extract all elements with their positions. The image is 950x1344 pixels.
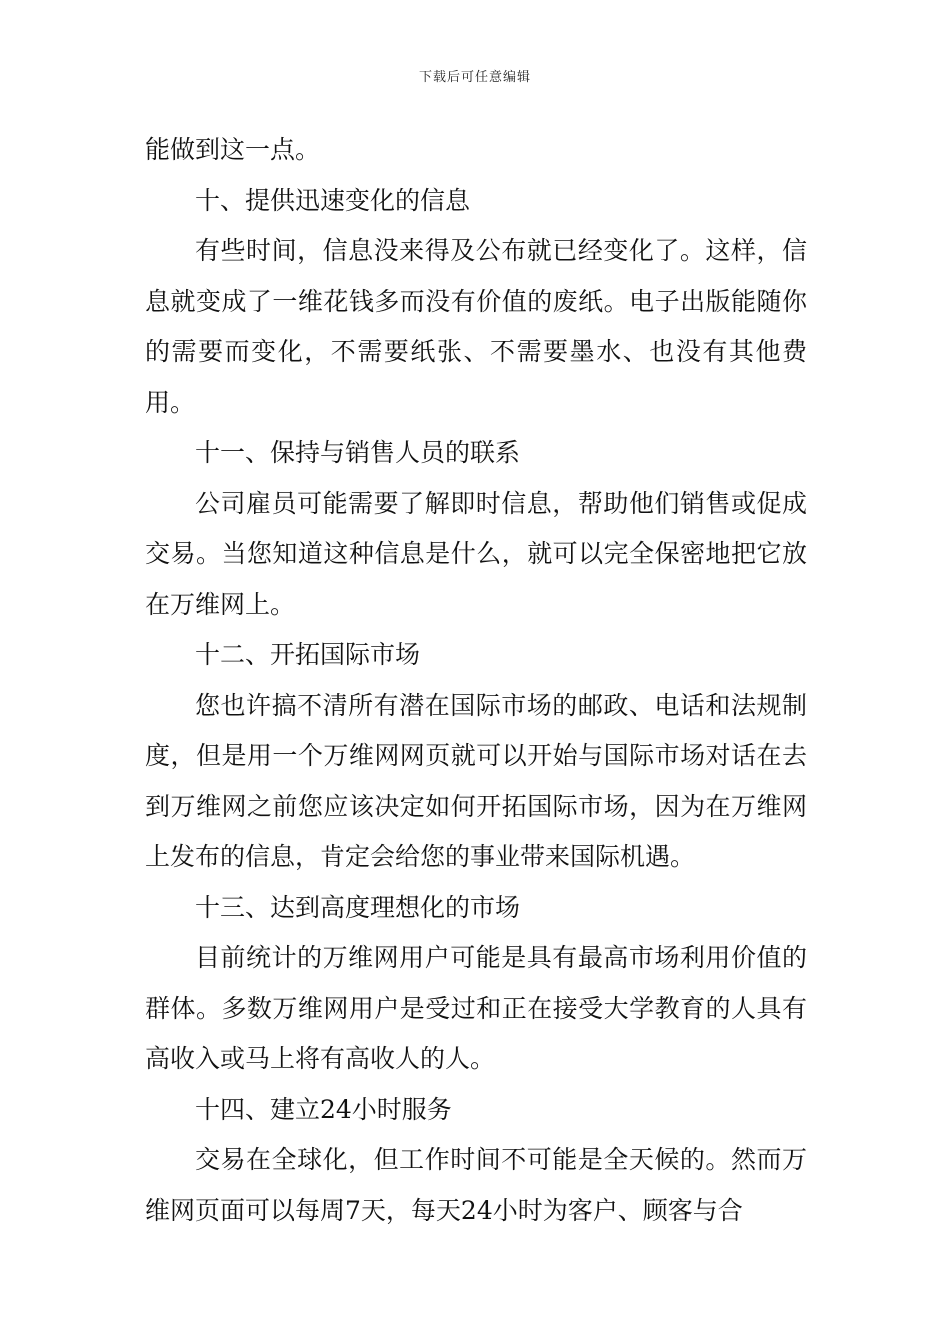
- document-body: [145, 125, 807, 1236]
- section-heading-10: 十、提供迅速变化的信息: [195, 185, 471, 215]
- paragraph-ideal-market: 目前统计的万维网用户可能是具有最高市场利用价值的群体。多数万维网用户是受过和正在接受大学教育的人具有高收入或马上将有高收人的人。: [145, 943, 807, 1073]
- section-heading-14: 十四、建立24小时服务: [195, 1094, 452, 1124]
- section-heading-13: 十三、达到高度理想化的市场: [195, 892, 521, 922]
- section-heading-12: 十二、开拓国际市场: [195, 640, 421, 669]
- paragraph-rapid-info: 有些时间，信息没来得及公布就已经变化了。这样，信息就变成了一维花钱多而没有价值的废纸。电子出版能随你的需要而变化，不需要纸张、不需要墨水、也没有其他费用。: [145, 236, 807, 417]
- paragraph-24h-service: 交易在全球化，但工作时间不可能是全天候的。然而万维网页面可以每周7天，每天24小时为客户、顾客与合: [145, 1145, 807, 1225]
- section-heading-11: 十一、保持与销售人员的联系: [195, 438, 521, 467]
- page-header: 下载后可任意编辑: [418, 70, 531, 85]
- paragraph-sales-contact: 公司雇员可能需要了解即时信息，帮助他们销售或促成交易。当您知道这种信息是什么，就可以完全保密地把它放在万维网上。: [145, 488, 807, 619]
- paragraph-international-market: 您也许搞不清所有潜在国际市场的邮政、电话和法规制度，但是用一个万维网网页就可以开始与国际市场对话在去到万维网之前您应该决定如何开拓国际市场，因为在万维网上发布的信息，肯定会给您的事业带来国际机遇。: [145, 690, 807, 871]
- paragraph-continuation: 能做到这一点。: [145, 135, 321, 164]
